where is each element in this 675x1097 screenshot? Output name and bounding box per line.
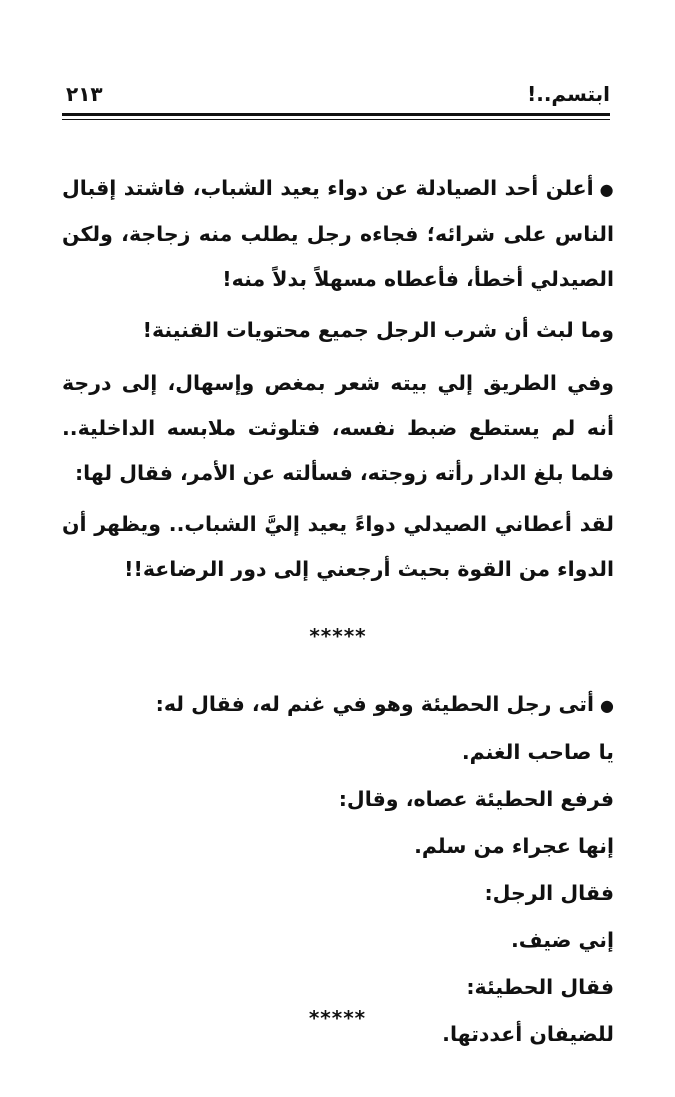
dialogue-line: إنها عجراء من سلم. xyxy=(414,834,614,858)
paragraph-1 xyxy=(62,166,614,302)
running-header xyxy=(62,82,610,110)
dialogue-line: يا صاحب الغنم. xyxy=(461,740,614,764)
header-rule-thick xyxy=(62,113,610,116)
dialogue-line: فقال الرجل: xyxy=(484,881,614,905)
story-intro-text: أتى رجل الحطيئة وهو في غنم له، فقال له: xyxy=(155,692,595,716)
dialogue-line: فقال الحطيئة: xyxy=(466,975,614,999)
bullet-icon: ● xyxy=(599,180,614,199)
section-separator: ***** xyxy=(309,624,367,648)
dialogue-line: فرفع الحطيئة عصاه، وقال: xyxy=(338,787,614,811)
header-title: ابتسم..! xyxy=(527,82,610,106)
dialogue-line: للضيفان أعددتها. xyxy=(442,1022,614,1046)
page-number: ٢١٣ xyxy=(66,82,103,106)
paragraph-4: لقد أعطاني الصيدلي دواءً يعيد إليَّ الشباب.. ويظهر أن الدواء من القوة بحيث أرجعني إلى دور الرضاعة!! xyxy=(62,512,614,581)
header-rule-thin xyxy=(62,119,610,120)
section-separator-bottom: ***** xyxy=(308,1006,367,1030)
paragraph-1-text: أعلن أحد الصيادلة عن دواء يعيد الشباب، فاشتد إقبال الناس على شرائه؛ فجاءه رجل يطلب منه زجاجة، ولكن الصيدلي أخطأ، فأعطاه مسهلاً بدلاً منه! xyxy=(62,176,614,291)
paragraph-3: وفي الطريق إلي بيته شعر بمغص وإسهال، إلى درجة أنه لم يستطع ضبط نفسه، فتلوثت ملابسه الداخلية.. فلما بلغ الدار رأته زوجته، فسألته عن الأمر، فقال لها: xyxy=(62,371,614,485)
dialogue-line: إني ضيف. xyxy=(511,928,614,952)
bullet-icon: ● xyxy=(600,696,614,715)
body-text xyxy=(62,166,614,1058)
story-intro xyxy=(62,681,614,729)
paragraph-2: وما لبث أن شرب الرجل جميع محتويات القنينة! xyxy=(142,318,614,342)
